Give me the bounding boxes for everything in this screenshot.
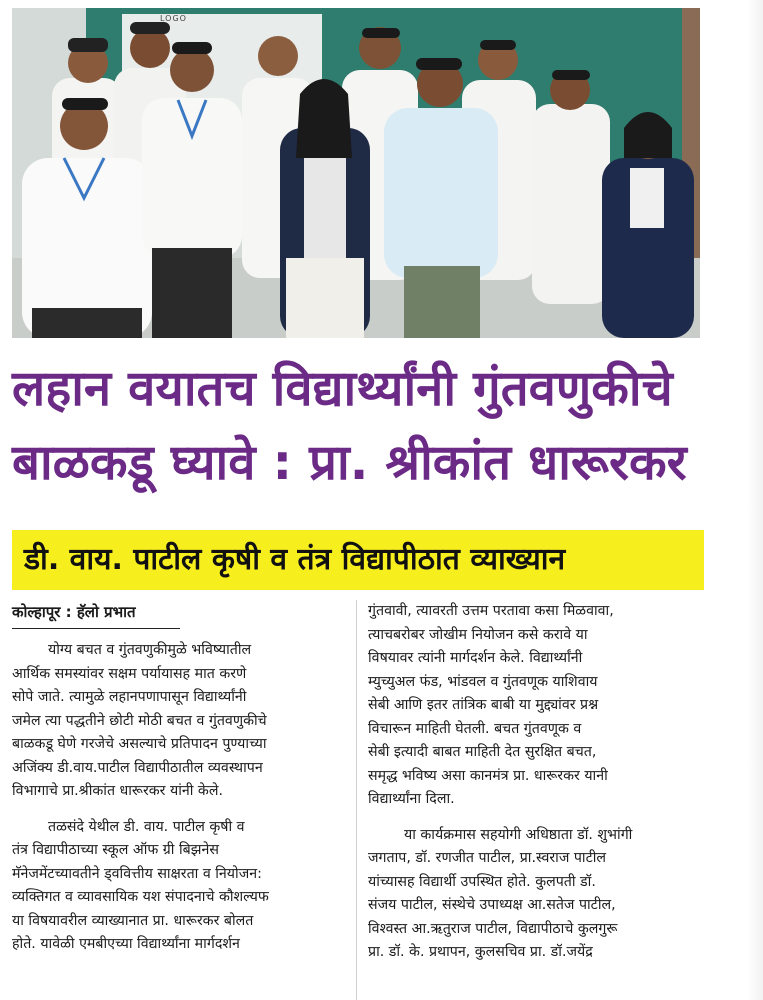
article-line: मॅनेजमेंटच्यावतीने ड्ववित्तीय साक्षरता व नियोजन: bbox=[12, 865, 262, 882]
article-line: समृद्ध भविष्य असा कानमंत्र प्रा. धारूरकर यानी bbox=[368, 767, 608, 784]
paragraph-gap bbox=[368, 812, 704, 824]
article-column-left bbox=[12, 600, 348, 957]
article-line: विद्यार्थ्यांना दिला. bbox=[368, 791, 455, 807]
article-line: म्युच्युअल फंड, भांडवल व गुंतवणूक याशिवाय bbox=[368, 673, 598, 690]
article-line: त्याचबरोबर जोखीम नियोजन कसे करावे या bbox=[368, 626, 588, 643]
column-divider bbox=[356, 600, 357, 1000]
headline bbox=[12, 352, 752, 500]
article-line: जमेल त्या पद्धतीने छोटी मोठी बचत व गुंतवणुकीचे bbox=[12, 712, 267, 729]
article-line: आर्थिक समस्यांवर सक्षम पर्यायासह मात करणे bbox=[12, 665, 247, 682]
group-photo bbox=[12, 8, 700, 338]
article-line: गुंतवावी, त्यावरती उत्तम परतावा कसा मिळवावा, bbox=[368, 603, 614, 619]
article-line: बाळकडू घेणे गरजेचे असल्याचे प्रतिपादन पुण्याच्या bbox=[12, 736, 267, 752]
article-line: होते. यावेळी एमबीएच्या विद्यार्थ्यांना मार्गदर्शन bbox=[12, 936, 240, 952]
article-line: जगताप, डॉ. रणजीत पाटील, प्रा.स्वराज पाटील bbox=[368, 850, 607, 866]
board-logo-text: LOGO bbox=[160, 14, 187, 23]
article-line: विचारून माहिती घेतली. बचत गुंतवणूक व bbox=[368, 720, 582, 737]
article-line: या कार्यक्रमास सहयोगी अधिष्ठाता डॉ. शुभांगी bbox=[404, 826, 633, 843]
article-line: विषयावर त्यांनी मार्गदर्शन केले. विद्यार्थ्यांनी bbox=[368, 650, 583, 666]
article-line: विश्वस्त आ.ऋतुराज पाटील, विद्यापीठाचे कुलगुरू bbox=[368, 920, 618, 937]
paragraph-gap bbox=[12, 804, 348, 816]
article-line: प्रा. डॉ. के. प्रथापन, कुलसचिव प्रा. डॉ.जयेंद्र bbox=[368, 944, 593, 960]
article-line: सेबी आणि इतर तांत्रिक बाबी या मुद्द्यांवर प्रश्न bbox=[368, 697, 599, 713]
article-line: सेबी इत्यादी बाबत माहिती देत सुरक्षित बचत, bbox=[368, 744, 597, 760]
article-line: व्यक्तिगत व व्यावसायिक यश संपादनाचे कौशल्यफ bbox=[12, 889, 269, 905]
article-line: अजिंक्य डी.वाय.पाटील विद्यापीठातील व्यवस्थापन bbox=[12, 759, 263, 776]
group-photo-illustration bbox=[12, 8, 700, 338]
article-column-right bbox=[368, 600, 704, 965]
headline-line-1: लहान वयातच विद्यार्थ्यांनी गुंतवणुकीचे bbox=[12, 360, 673, 417]
article-line: संजय पाटील, संस्थेचे उपाध्यक्ष आ.सतेज पाटील, bbox=[368, 897, 616, 913]
article-line: सोपे जाते. त्यामुळे लहानपणापासून विद्यार्थ्यांनी bbox=[12, 689, 247, 705]
article-line: तंत्र विद्यापीठाच्या स्कूल ऑफ ग्री बिझनेस bbox=[12, 842, 219, 858]
page-edge bbox=[747, 0, 763, 1000]
dateline: कोल्हापूर : हॅलो प्रभात bbox=[12, 600, 180, 629]
headline-line-2: बाळकडू घ्यावे : प्रा. श्रीकांत धारूरकर bbox=[12, 434, 687, 491]
article-line: या विषयावरील व्याख्यानात प्रा. धारूरकर बोलत bbox=[12, 912, 254, 929]
article-line: तळसंदे येथील डी. वाय. पाटील कृषी व bbox=[48, 818, 245, 835]
article-line: यांच्यासह विद्यार्थी उपस्थित होते. कुलपती डॉ. bbox=[368, 873, 596, 890]
article-line: विभागाचे प्रा.श्रीकांत धारूरकर यांनी केले. bbox=[12, 783, 223, 799]
subheading-banner: डी. वाय. पाटील कृषी व तंत्र विद्यापीठात व्याख्यान bbox=[12, 530, 704, 590]
article-line: योग्य बचत व गुंतवणुकीमुळे भविष्यातील bbox=[48, 642, 252, 658]
